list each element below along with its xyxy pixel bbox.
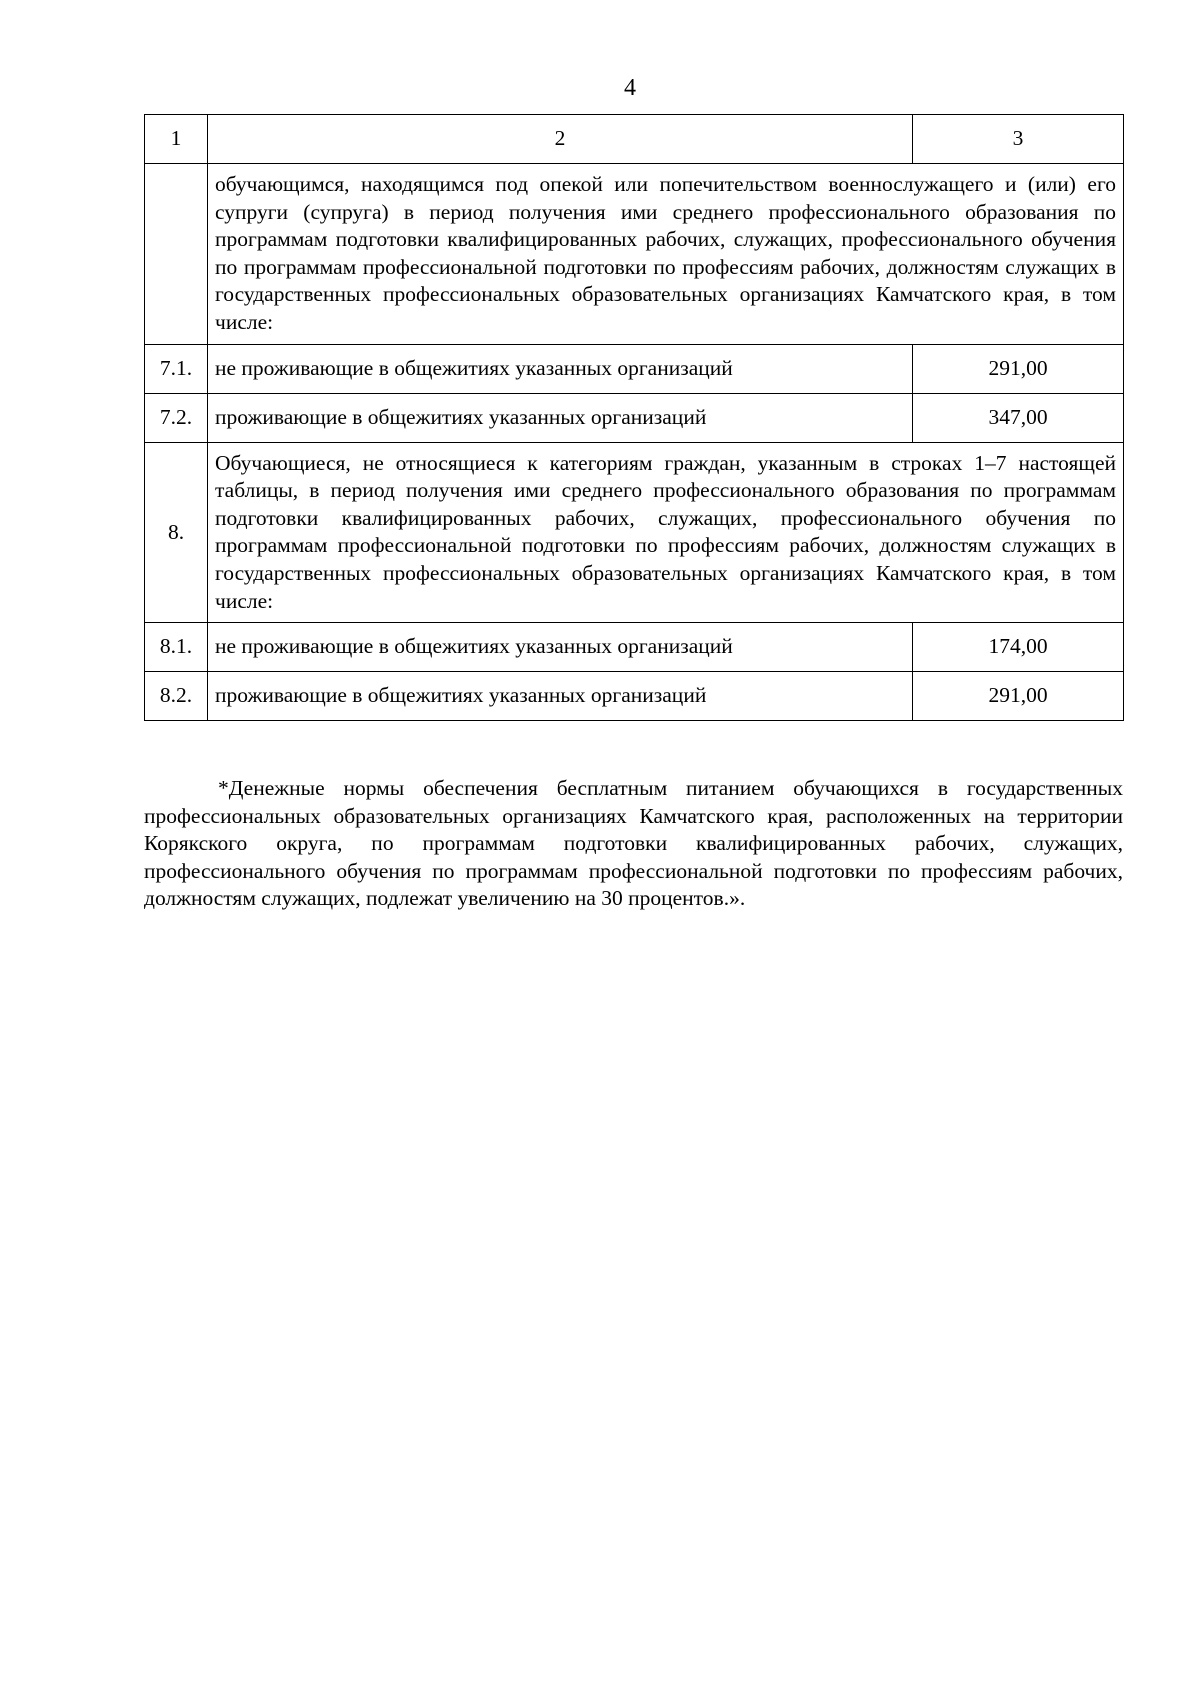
row-value-cell: 174,00 [913,623,1124,672]
row-number-cell: 8.2. [145,672,208,721]
header-cell-2: 2 [208,115,913,164]
row-description-cell: не проживающие в общежитиях указанных организаций [208,344,913,393]
row-value-cell: 347,00 [913,393,1124,442]
table-row [145,164,1124,345]
header-cell-1: 1 [145,115,208,164]
row-value-cell: 291,00 [913,344,1124,393]
footnote-paragraph: *Денежные нормы обеспечения бесплатным питанием обучающихся в государственных профессиональных образовательных организациях Камчатского края, расположенных на территории Корякского округа, по программам подготовки квалифицированных рабочих, служащих, профессионального обучения по программам профессиональной подготовки по профессиям рабочих, должностям служащих, подлежат увеличению на 30 процентов.». [144,776,1123,911]
table-row [145,442,1124,623]
row-number-cell: 7.1. [145,344,208,393]
row-value-cell: 291,00 [913,672,1124,721]
row-number-cell: 8.1. [145,623,208,672]
row-description-cell: не проживающие в общежитиях указанных организаций [208,623,913,672]
row-number-cell: 8. [145,442,208,623]
table-header-row [145,115,1124,164]
row-description-cell: Обучающиеся, не относящиеся к категориям граждан, указанным в строках 1–7 настоящей таблицы, в период получения ими среднего профессионального образования по программам подготовки квалифицированных рабочих, служащих, профессионального обучения по программам профессиональной подготовки по профессиям рабочих, должностям служащих в государственных профессиональных образовательных организациях Камчатского края, в том числе: [208,442,1124,623]
table-row [145,393,1124,442]
table-row [145,672,1124,721]
header-cell-3: 3 [913,115,1124,164]
row-number-cell [145,164,208,345]
row-description-cell: обучающимся, находящимся под опекой или попечительством военнослужащего и (или) его супруги (супруга) в период получения ими среднего профессионального образования по программам подготовки квалифицированных рабочих, служащих, профессионального обучения по программам профессиональной подготовки по профессиям рабочих, должностям служащих в государственных профессиональных образовательных организациях Камчатского края, в том числе: [208,164,1124,345]
table-row [145,623,1124,672]
row-number-cell: 7.2. [145,393,208,442]
row-description-cell: проживающие в общежитиях указанных организаций [208,393,913,442]
norms-table [144,114,1124,721]
table-row [145,344,1124,393]
page-number: 4 [624,75,636,101]
row-description-cell: проживающие в общежитиях указанных организаций [208,672,913,721]
